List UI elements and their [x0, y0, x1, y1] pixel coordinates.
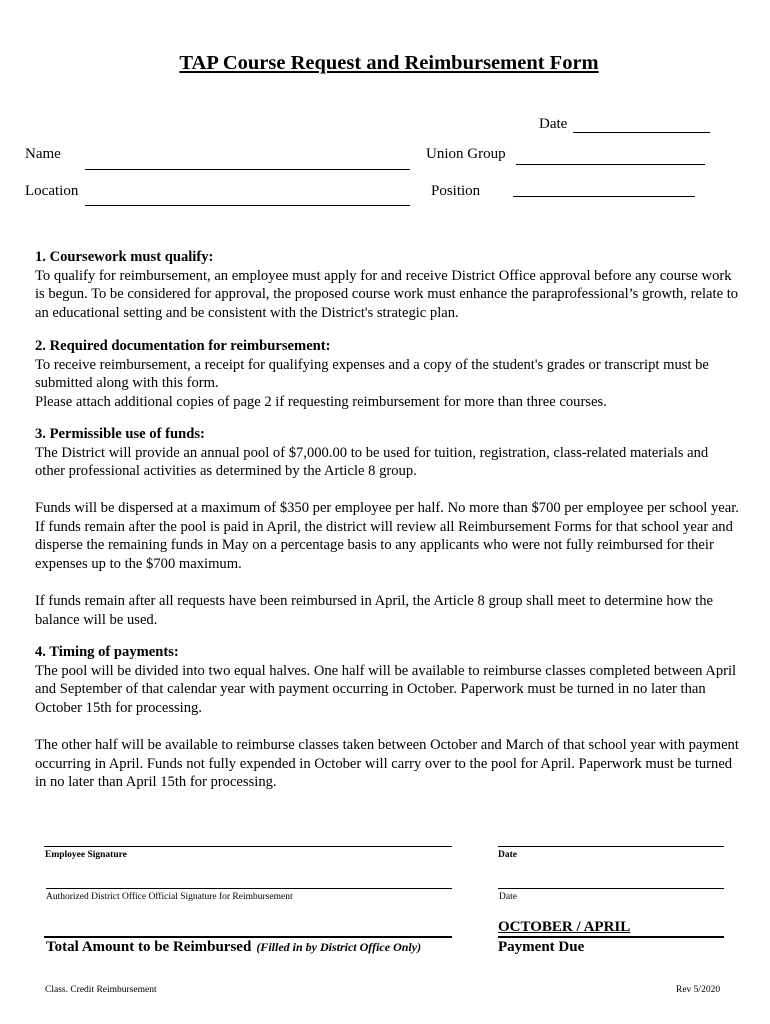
date-field[interactable] — [573, 132, 710, 133]
position-label: Position — [431, 183, 481, 199]
employee-date-label: Date — [498, 850, 517, 860]
employee-signature-label: Employee Signature — [45, 850, 127, 860]
section-timing — [35, 643, 740, 717]
position-field[interactable] — [513, 196, 695, 197]
location-label: Location — [25, 183, 79, 199]
section-documentation — [35, 337, 740, 411]
section-3-heading: 3. Permissible use of funds: — [35, 426, 205, 442]
section-3-para-2-text: Funds will be dispersed at a maximum of $350 per employee per half. No more than $700 per employee per school year. If funds remain after the pool is paid in April, the district will review all Reimbursement Forms for that school year and disperse the remaining funds in May on a percentage basis to any applicants who were not fully reimbursed for their expenses up to the $700 maximum. — [35, 500, 739, 572]
employee-date-line[interactable] — [498, 846, 724, 847]
section-1-body: To qualify for reimbursement, an employee must apply for and receive District Office approval before any course work is begun. To be considered for approval, the proposed course work must enhance the paraprofessional’s growth, relate to an educational setting and be consistent with the District's strategic plan. — [35, 267, 739, 321]
official-signature-label: Authorized District Office Official Signature for Reimbursement — [46, 892, 293, 902]
section-4-body: The pool will be divided into two equal halves. One half will be available to reimburse classes completed between April and September of that calendar year with payment occurring in October. Paperwork must be turned in no later than October 15th for processing. — [35, 662, 737, 716]
section-2-heading: 2. Required documentation for reimbursement: — [35, 338, 331, 354]
date-label: Date — [539, 116, 568, 132]
section-2-body: To receive reimbursement, a receipt for qualifying expenses and a copy of the student's grades or transcript must be submitted along with this form. — [35, 356, 709, 392]
name-field[interactable] — [85, 169, 410, 170]
section-coursework — [35, 248, 740, 322]
section-4-para-2-text: The other half will be available to reimburse classes taken between October and March of that school year with payment occurring in April. Funds not fully expended in October will carry over to the pool for April. Paperwork must be turned in no later than April 15th for processing. — [35, 737, 739, 791]
form-title: TAP Course Request and Reimbursement Form — [179, 52, 599, 74]
total-amount-note: (Filled in by District Office Only) — [256, 940, 422, 954]
employee-signature-line[interactable] — [44, 846, 452, 847]
footer-left: Class. Credit Reimbursement — [45, 985, 157, 995]
union-group-label: Union Group — [426, 146, 506, 162]
official-signature-line[interactable] — [46, 888, 452, 889]
union-group-field[interactable] — [516, 164, 705, 165]
section-4-heading: 4. Timing of payments: — [35, 644, 179, 660]
section-2-body-2: Please attach additional copies of page 2 if requesting reimbursement for more than three courses. — [35, 393, 607, 410]
total-amount-label: Total Amount to be Reimbursed — [46, 939, 252, 955]
section-3-paragraph-3 — [35, 592, 740, 629]
section-3-body: The District will provide an annual pool of $7,000.00 to be used for tuition, registration, class-related materials and other professional activities as determined by the Article 8 group. — [35, 444, 709, 480]
name-label: Name — [25, 146, 61, 162]
section-3-paragraph-2 — [35, 499, 740, 573]
section-4-paragraph-2 — [35, 736, 740, 792]
location-field[interactable] — [85, 205, 410, 206]
total-amount — [46, 939, 421, 956]
footer-revision: Rev 5/2020 — [676, 985, 721, 995]
official-date-line[interactable] — [498, 888, 724, 889]
total-amount-line[interactable] — [44, 936, 452, 938]
official-date-label: Date — [499, 892, 517, 902]
section-3-para-3-text: If funds remain after all requests have been reimbursed in April, the Article 8 group shall meet to determine how the balance will be used. — [35, 593, 713, 628]
section-funds — [35, 425, 740, 481]
payment-period-underline — [498, 936, 724, 938]
payment-due-label: Payment Due — [498, 939, 585, 955]
section-1-heading: 1. Coursework must qualify: — [35, 249, 214, 265]
payment-period: OCTOBER / APRIL — [498, 919, 631, 935]
